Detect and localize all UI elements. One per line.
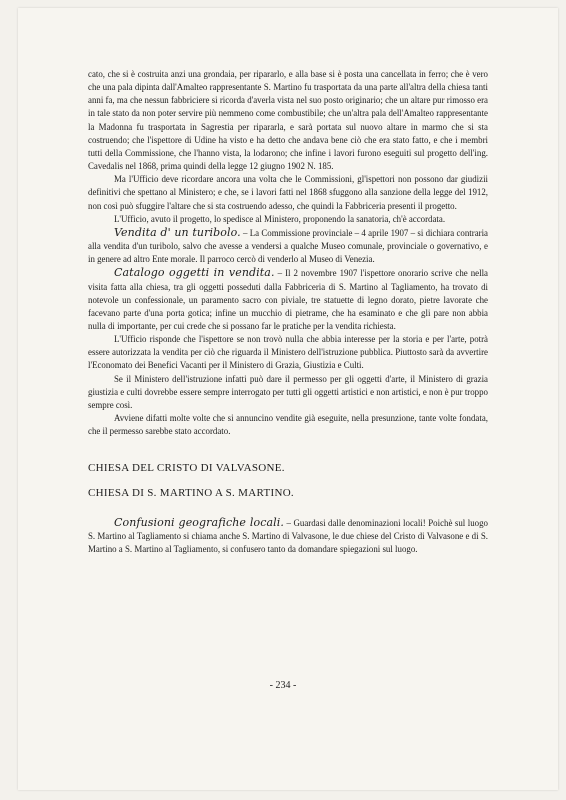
paragraph-7: Se il Ministero dell'istruzione infatti può dare il permesso per gli oggetti d'arte, il Ministero di grazia giustizia e culti dovrebbe essere sempre interrogato per tutti gli oggetti artistici e non artistici, e non è pur troppo sempre così. <box>88 373 488 410</box>
page-number: - 234 - <box>269 680 297 691</box>
heading-chiesa-san-martino: CHIESA DI S. MARTINO A S. MARTINO. <box>88 486 294 499</box>
body-text <box>88 68 488 556</box>
paragraph-9-body: – Guardasi dalle denominazioni locali! Poichè sul luogo S. Martino al Tagliamento si chiama anche S. Martino di Valvasone, le due chiese del Cristo di Valvasone e di S. Martino a S. Martino al Tagliamento, si confusero tanto da domandare spiegazioni sul luogo. <box>88 517 488 554</box>
paragraph-confusioni-geografiche <box>88 516 488 556</box>
paragraph-4-body: – La Commissione provinciale – 4 aprile 1907 – si dichiara contraria alla vendita d'un turibolo, salvo che avesse a vendersi a qualche Museo comunale, provinciale o governativo, e in genere ad altro Ente morale. Il parroco cercò di venderlo al Museo di Venezia. <box>88 227 488 265</box>
paragraph-1: cato, che si è costruita anzi una grondaia, per ripararlo, e alla base si è posta una cancellata in ferro; che è vero che una pala dipinta dall'Amalteo rappresentante S. Martino fu trasportata da una parte all'altra della chiesa tanti anni fa, ma che nessun fabbriciere si ricorda d'averla vista nel suo posto originario; che un altare pur rimosso era in tale stato da non poter servire più nemmeno come combustibile; che un'altra pala dell'Amalteo rappresentante la Madonna fu trasportata in Sagrestia per ripararla, e sarà portata sul nuovo altare in marmo che si sta costruendo; che l'ispettore di Udine ha visto e ha detto che andava bene ciò che era stato fatto, e che i membri tutti della Commissione, che l'hanno vista, la lodarono; che infine i lavori furono eseguiti sul progetto dell'ing. Cavedalis nel 1868, prima quindi della legge 12 giugno 1902 N. 185. <box>88 69 488 172</box>
paragraph-6: L'Ufficio risponde che l'ispettore se non trovò nulla che abbia interesse per la storia e per l'arte, potrà essere autorizzata la vendita per ciò che riguarda il Ministero dell'istruzione pubblica. Piuttosto sarà da avvertire l'Economato dei Benefici Vacanti per il Ministero di Grazia, Giustizia e Culti. <box>88 334 488 371</box>
paragraph-catalogo-oggetti <box>88 266 488 333</box>
paragraph-2: Ma l'Ufficio deve ricordare ancora una volta che le Commissioni, gl'ispettori non possono dar giudizii definitivi che spettano al Ministero; e che, se i lavori fatti nel 1868 sfuggono alla sanzione della legge del 1912, non così può sfuggire l'altare che si sta costruendo adesso, che quindi la Fabbriceria presenti il progetto. <box>88 174 488 211</box>
lead-confusioni-geografiche: Confusioni geografiche locali. <box>114 515 285 529</box>
heading-chiesa-cristo-valvasone: CHIESA DEL CRISTO DI VALVASONE. <box>88 462 285 475</box>
lead-catalogo-oggetti: Catalogo oggetti in vendita. <box>114 266 275 280</box>
paragraph-3: L'Ufficio, avuto il progetto, lo spedisce al Ministero, proponendo la sanatoria, ch'è accordata. <box>114 213 446 224</box>
paragraph-vendita-turibolo <box>88 226 488 266</box>
lead-vendita-turibolo: Vendita d' un turibolo. <box>114 225 241 239</box>
paragraph-8: Avviene difatti molte volte che si annuncino vendite già eseguite, nella presunzione, tante volte fondata, che il permesso sarebbe stato accordato. <box>88 413 488 437</box>
paragraph-5-body: – Il 2 novembre 1907 l'ispettore onorario scrive che nella visita fatta alla chiesa, tra gli oggetti posseduti dalla Fabbriceria di S. Martino al Tagliamento, ha trovato di notevole un confessionale, un paramento sacro con piviale, tre statuette di legno dorato, pietre lavorate che facevano parte d'una porta gotica; infine un mucchio di pietrame, che ha esaminato e che gli pare non abbia nulla di importante, per cui crede che si possano far le pratiche per la vendita richiesta. <box>88 268 488 331</box>
